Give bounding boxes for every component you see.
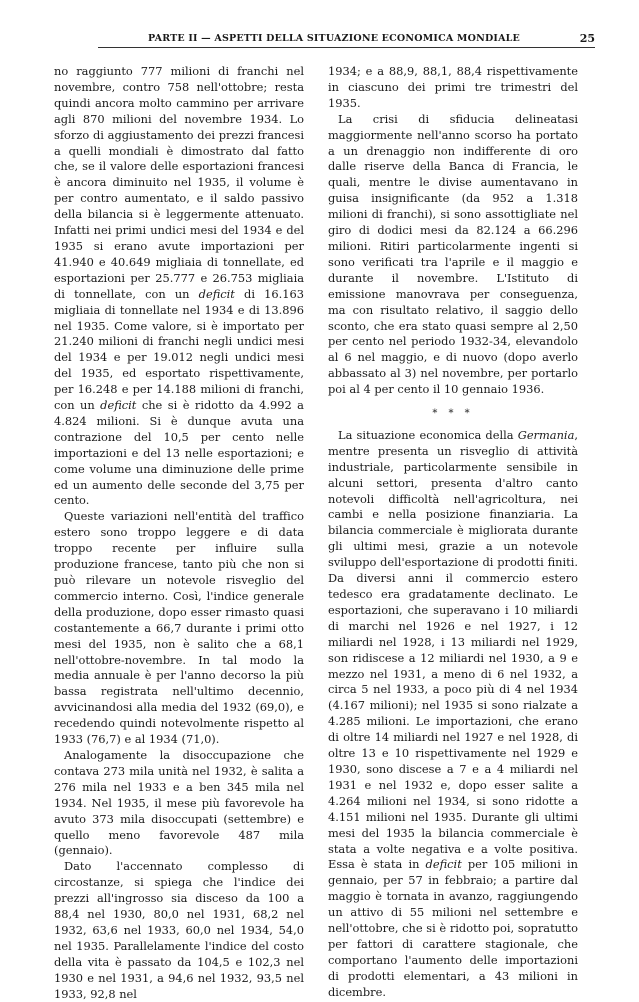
section-separator: * * * bbox=[432, 408, 474, 420]
paragraph: Dato l'accennato complesso di circostanze, si spiega che l'indice dei prezzi all'ingrosso sia disceso da 100 a 88,4 nel 1930, 80,0 nel 1931, 68,2 nel 1932, 63,6 nel 1933, 60,0 nel 1934, 54,0 nel 1935. Parallelamente l'indice del costo della vita è passato da 104,5 e 102,3 nel 1930 e nel 1931, a 94,6 nel 1932, 93,5 nel 1933, 92,8 nel bbox=[54, 859, 304, 1001]
paragraph: no raggiunto 777 milioni di franchi nel novembre, contro 758 nell'ottobre; resta quindi ancora molto cammino per arrivare agli 870 milioni del novembre 1934. Lo sforzo di aggiustamento dei prezzi francesi a quelli mondiali è dimostrato dal fatto che, se il valore delle esportazioni francesi è ancora diminuito nel 1935, il volume è per contro aumentato, e il saldo passivo della bilancia si è leggermente attenuato. Infatti nei primi undici mesi del 1934 e del 1935 si erano avute importazioni per 41.940 e 40.649 migliaia di tonnellate, ed esportazioni per 25.777 e 26.753 migliaia di tonnellate, con un deficit di 16.163 migliaia di tonnellate nel 1934 e di 13.896 nel 1935. Come valore, si è importato per 21.240 milioni di franchi negli undici mesi del 1934 e per 19.012 negli undici mesi del 1935, ed esportato rispettivamente, per 16.248 e per 14.188 milioni di franchi, con un deficit che si è ridotto da 4.992 a 4.824 milioni. Si è dunque avuta una contrazione del 10,5 per cento nelle importazioni e del 13 nelle esportazioni; e come volume una diminuzione delle prime ed un aumento delle seconde del 3,75 per cento. bbox=[54, 64, 304, 508]
paragraph: Queste variazioni nell'entità del traffico estero sono troppo leggere e di data troppo recente per influire sulla produzione francese, tanto più che non si può rilevare un notevole risveglio del commercio interno. Così, l'indice generale della produzione, dopo esser rimasto quasi costantemente a 66,7 durante i primi otto mesi del 1935, non è salito che a 68,1 nell'ottobre-novembre. In tal modo la media annuale è per l'anno decorso la più bassa registrata nell'ultimo decennio, avvicinandosi alla media del 1932 (69,0), e recedendo quindi notevolmente rispetto al 1933 (76,7) e al 1934 (71,0). bbox=[54, 509, 304, 747]
running-header bbox=[98, 33, 595, 48]
header-title: PARTE II — ASPETTI DELLA SITUAZIONE ECONOMICA MONDIALE bbox=[148, 33, 520, 44]
right-column bbox=[328, 64, 578, 1001]
paragraph: La crisi di sfiducia delineatasi maggiormente nell'anno scorso ha portato a un drenaggio non indifferente di oro dalle riserve della Banca di Francia, le quali, mentre le divise aumentavano in guisa insignificante (da 952 a 1.318 milioni di franchi), si sono assottigliate nel giro di dodici mesi da 82.124 a 66.296 milioni. Ritiri particolarmente ingenti si sono verificati tra l'aprile e il maggio e durante il novembre. L'Istituto di emissione manovrava per conseguenza, ma con risultato relativo, il saggio dello sconto, che era stato quasi sempre al 2,50 per cento nel periodo 1932-34, elevandolo al 6 nel maggio, e di nuovo (dopo averlo abbassato al 3) nel novembre, per portarlo poi al 4 per cento il 10 gennaio 1936. bbox=[328, 111, 578, 397]
paragraph: 1934; e a 88,9, 88,1, 88,4 rispettivamente in ciascuno dei primi tre trimestri del 1935. bbox=[328, 64, 578, 110]
page-number: 25 bbox=[579, 32, 595, 45]
left-column bbox=[54, 64, 304, 1002]
paragraph: La situazione economica della Germania, mentre presenta un risveglio di attività industriale, particolarmente sensibile in alcuni settori, presenta d'altro canto notevoli difficoltà nell'agricoltura, nei cambi e nella posizione finanziaria. La bilancia commerciale è migliorata durante gli ultimi mesi, grazie a un notevole sviluppo dell'esportazione di prodotti finiti. Da diversi anni il commercio estero tedesco era gradatamente declinato. Le esportazioni, che superavano i 10 miliardi di marchi nel 1926 e nel 1927, i 12 miliardi nel 1928, i 13 miliardi nel 1929, son ridiscese a 12 miliardi nel 1930, a 9 e mezzo nel 1931, a meno di 6 nel 1932, a circa 5 nel 1933, a poco più di 4 nel 1934 (4.167 milioni); nel 1935 si sono rialzate a 4.285 milioni. Le importazioni, che erano di oltre 14 miliardi nel 1927 e nel 1928, di oltre 13 e 10 rispettivamente nel 1929 e 1930, sono discese a 7 e a 4 miliardi nel 1931 e nel 1932 e, dopo esser salite a 4.264 milioni nel 1934, si sono ridotte a 4.151 milioni nel 1935. Durante gli ultimi mesi del 1935 la bilancia commerciale è stata a volte negativa e a volte positiva. Essa è stata in deficit per 105 milioni in gennaio, per 57 in febbraio; a partire dal maggio è tornata in avanzo, raggiungendo un attivo di 55 milioni nel settembre e nell'ottobre, che si è ridotto poi, sopratutto per fattori di carattere stagionale, che comportano l'aumento delle importazioni di prodotti elementari, a 43 milioni in dicembre. bbox=[328, 427, 578, 999]
paragraph: Analogamente la disoccupazione che contava 273 mila unità nel 1932, è salita a 276 mila nel 1933 e a ben 345 mila nel 1934. Nel 1935, il mese più favorevole ha avuto 373 mila disoccupati (settembre) e quello meno favorevole 487 mila (gennaio). bbox=[54, 747, 304, 858]
